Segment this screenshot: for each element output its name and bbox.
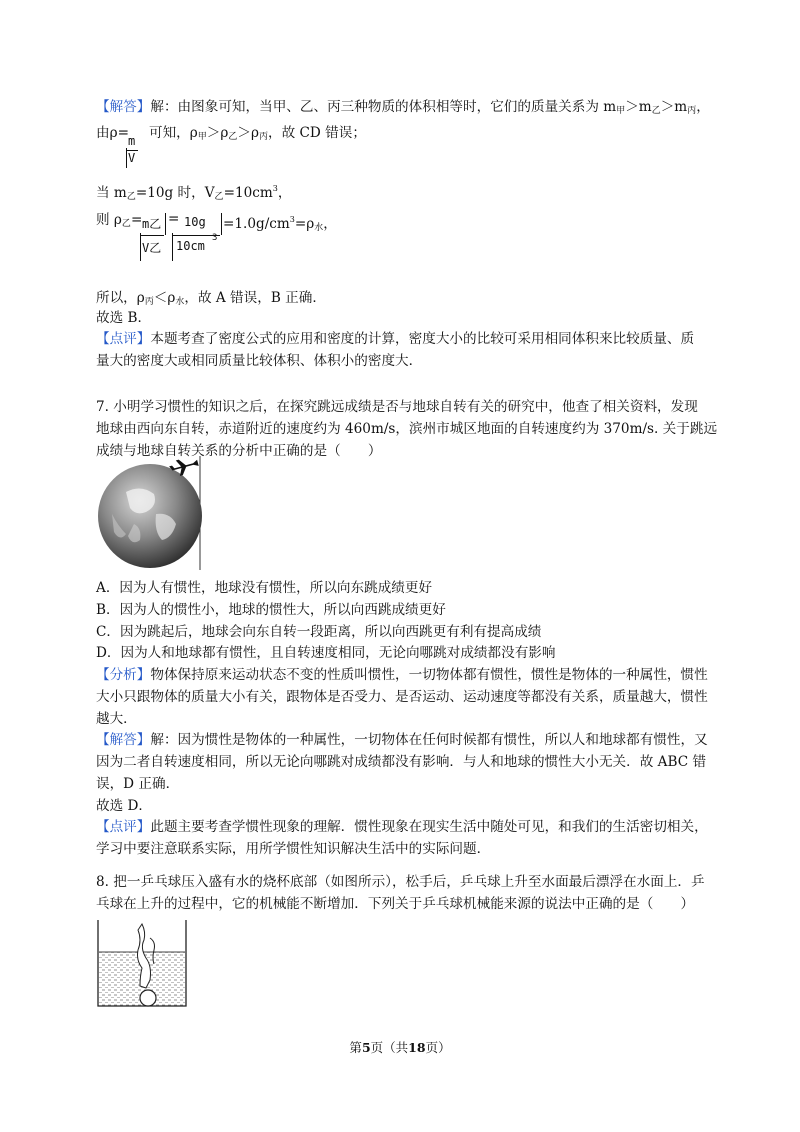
q7-answer-line2: 因为二者自转速度相同，所以无论向哪跳对成绩都没有影响．与人和地球的惯性大小无关．故 ABC 错 (96, 754, 707, 770)
page-total: 18 (408, 1040, 426, 1055)
beaker-pingpong-figure (96, 918, 192, 1010)
page-footer: 第5页（共18页） (349, 1040, 451, 1055)
analysis-tag: 【分析】 (96, 667, 151, 683)
q7-answer-choice: 故选 D． (96, 798, 153, 814)
q7-analysis-line1: 【分析】物体保持原来运动状态不变的性质叫惯性，一切物体都有惯性，惯性是物体的一种属性，惯性 (96, 667, 708, 683)
q6-answer-line5: 所以，$\rho_丙<\rho_水$，故 A 错误，B 正确． (96, 290, 326, 307)
q7-comment-line2: 学习中要注意联系实际，用所学惯性知识解决生活中的实际问题． (96, 841, 491, 857)
q7-stem-line3: 成绩与地球自转关系的分析中正确的是（ ） (96, 443, 382, 459)
q7-option-d: D．因为人和地球都有惯性，且自转速度相同，无论向哪跳对成绩都没有影响 (96, 645, 556, 661)
pingpong-ball-icon (140, 990, 156, 1006)
q6-comment-line2: 量大的密度大或相同质量比较体积、体积小的密度大． (96, 353, 423, 369)
q7-option-b: B．因为人的惯性小，地球的惯性大，所以向西跳成绩更好 (96, 602, 446, 618)
earth-globe-figure (96, 454, 208, 572)
fraction-m-yi-over-v-yi: m乙 V乙 (140, 213, 166, 261)
equals-sign: = (168, 211, 180, 227)
fraction-10g-over-10cm3: 10g 10cm 3 (172, 213, 222, 261)
q8-stem-line2: 乓球在上升的过程中，它的机械能不断增加．下列关于乒乓球机械能来源的说法中正确的是（ ） (96, 896, 695, 912)
answer-tag: 【解答】 (96, 99, 151, 115)
q7-answer-line1: 【解答】解：因为惯性是物体的一种属性，一切物体在任何时候都有惯性，所以人和地球都有惯性，又 (96, 732, 708, 748)
density-fraction-m-over-v: m V (126, 134, 140, 168)
q7-option-c: C．因为跳起后，地球会向东自转一段距离，所以向西跳更有利有提高成绩 (96, 624, 542, 640)
q7-comment-line1: 【点评】此题主要考查学惯性现象的理解．惯性现象在现实生活中随处可见，和我们的生活密切相关， (96, 819, 708, 835)
q7-analysis-line3: 越大． (96, 711, 137, 727)
q7-stem-line2: 地球由西向东自转，赤道附近的速度约为 460m/s，滨州市城区地面的自转速度约为 370m/s. 关于跳远 (96, 421, 718, 437)
q6-answer-line3: 当 $m_乙=10g$ 时，$V_乙=10cm^3$， (96, 184, 292, 202)
q6-comment-line1: 【点评】本题考查了密度公式的应用和密度的计算，密度大小的比较可采用相同体积来比较质量、质 (96, 331, 695, 347)
page-number: 5 (361, 1040, 371, 1055)
comment-tag: 【点评】 (96, 819, 151, 835)
q7-analysis-line2: 大小只跟物体的质量大小有关，跟物体是否受力、是否运动、运动速度等都没有关系，质量越大，惯性 (96, 689, 708, 705)
comment-tag: 【点评】 (96, 331, 151, 347)
q6-answer-choice: 故选 B． (96, 310, 152, 326)
q8-stem-line1: 8. 把一乒乓球压入盛有水的烧杯底部（如图所示），松手后，乒乓球上升至水面最后漂浮在水面上．乒 (96, 874, 705, 890)
q7-option-a: A．因为人有惯性，地球没有惯性，所以向东跳成绩更好 (96, 580, 433, 596)
answer-tag: 【解答】 (96, 732, 151, 748)
q6-answer-line4-result: $=1.0g/cm^3=\rho_水$， (223, 215, 337, 233)
q6-answer-line2: 由ρ= 可知，$\rho_甲>\rho_乙>\rho_丙$，故 CD 错误； (96, 125, 366, 142)
q6-answer-line1: 【解答】解：由图象可知，当甲、乙、丙三种物质的体积相等时，它们的质量关系为 $m_甲>m_乙>m_丙$， (96, 99, 710, 116)
q6-answer-line4: 则 $\rho_乙=$ (96, 212, 143, 229)
q7-answer-line3: 误，D 正确． (96, 776, 180, 792)
q7-stem-line1: 7. 小明学习惯性的知识之后，在探究跳远成绩是否与地球自转有关的研究中，他查了相关资料，发现 (96, 399, 698, 415)
earth-icon (98, 464, 202, 568)
